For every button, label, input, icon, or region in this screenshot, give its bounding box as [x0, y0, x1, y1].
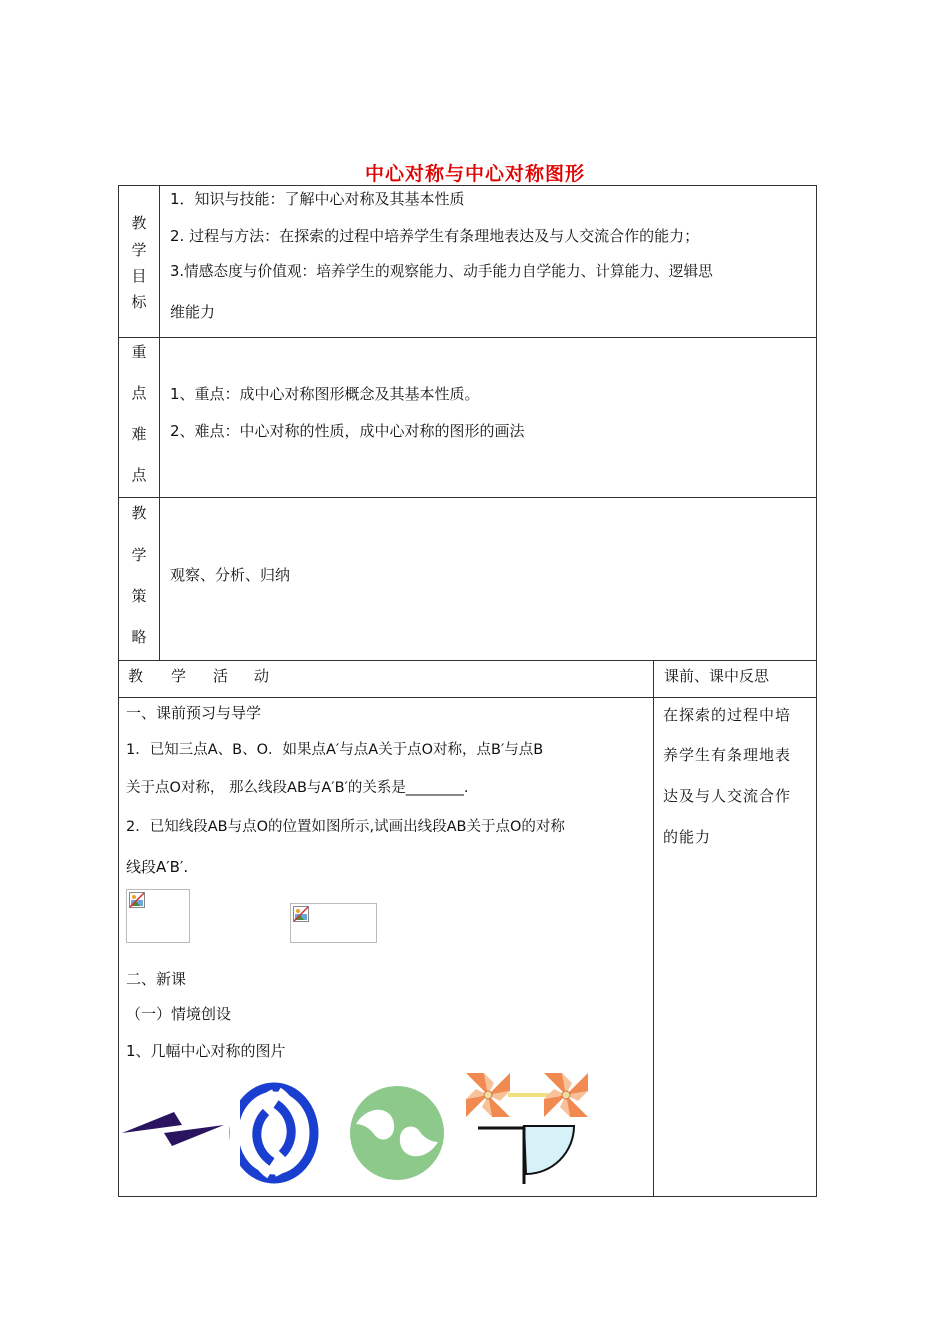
- table-border-right: [816, 185, 817, 1197]
- reflection-line-4: 的能力: [663, 828, 712, 846]
- symmetry-figure-quarter-circles: [474, 1124, 584, 1186]
- label-char: 目: [131, 267, 147, 285]
- label-char: 学: [131, 546, 147, 564]
- objective-line-4: 维能力: [170, 303, 216, 321]
- question-1-line-2: 关于点O对称， 那么线段AB与A′B′的关系是________.: [126, 780, 469, 796]
- table-border-left: [118, 185, 119, 1197]
- table-border-top: [118, 185, 817, 186]
- figure-placeholder-2: [290, 903, 377, 943]
- broken-image-icon: [129, 892, 145, 908]
- subsection-scenario-heading: （一）情境创设: [126, 1005, 232, 1023]
- question-2-line-2: 线段A′B′.: [126, 858, 189, 876]
- question-1-line-1: 1．已知三点A、B、O．如果点A′与点A关于点O对称，点B′与点B: [126, 742, 544, 758]
- symmetry-figure-pinwheels: [464, 1068, 594, 1122]
- question-2-line-1: 2．已知线段AB与点O的位置如图所示,试画出线段AB关于点O的对称: [126, 819, 565, 835]
- key-point-line-2: 2、难点：中心对称的性质，成中心对称的图形的画法: [170, 422, 525, 440]
- row-divider-4: [118, 697, 817, 698]
- reflection-line-2: 养学生有条理地表: [663, 746, 792, 764]
- row-divider-1: [118, 337, 817, 338]
- row-divider-3: [118, 660, 817, 661]
- objective-line-3: 3.情感态度与价值观：培养学生的观察能力、动手能力自学能力、计算能力、逻辑思: [170, 263, 713, 280]
- header-char: 动: [254, 667, 270, 685]
- label-char: 点: [131, 384, 147, 402]
- symmetry-figure-blue-rings: [226, 1080, 322, 1186]
- item-pictures-heading: 1、几幅中心对称的图片: [126, 1042, 286, 1060]
- reflection-line-3: 达及与人交流合作: [663, 787, 792, 805]
- label-char: 教: [131, 504, 147, 522]
- label-char: 略: [131, 628, 147, 646]
- objective-line-1: 1．知识与技能：了解中心对称及其基本性质: [170, 190, 465, 208]
- reflection-column-divider: [653, 660, 654, 1197]
- label-char: 点: [131, 466, 147, 484]
- broken-image-icon: [293, 906, 309, 922]
- objective-line-2: 2. 过程与方法：在探索的过程中培养学生有条理地表达及与人交流合作的能力；: [170, 227, 700, 245]
- label-column-divider: [159, 185, 160, 661]
- row-divider-2: [118, 497, 817, 498]
- label-char: 重: [131, 343, 147, 361]
- label-char: 教: [131, 214, 147, 232]
- section-new-lesson-heading: 二、新课: [126, 970, 187, 988]
- label-char: 标: [131, 293, 147, 311]
- symmetry-figure-bowtie: [118, 1098, 228, 1160]
- section-preview-heading: 一、课前预习与导学: [126, 704, 262, 722]
- label-char: 策: [131, 587, 147, 605]
- strategy-text: 观察、分析、归纳: [170, 566, 291, 584]
- header-char: 学: [171, 667, 187, 685]
- figure-placeholder-1: [126, 889, 190, 943]
- reflection-line-1: 在探索的过程中培: [663, 706, 792, 724]
- symmetry-figure-green-circle: [348, 1084, 446, 1182]
- header-char: 活: [213, 667, 229, 685]
- label-char: 学: [131, 241, 147, 259]
- reflection-header: 课前、课中反思: [664, 667, 770, 685]
- label-char: 难: [131, 425, 147, 443]
- table-border-bottom: [118, 1196, 817, 1197]
- header-char: 教: [128, 667, 144, 685]
- page-title: 中心对称与中心对称图形: [364, 163, 585, 185]
- key-point-line-1: 1、重点：成中心对称图形概念及其基本性质。: [170, 385, 480, 403]
